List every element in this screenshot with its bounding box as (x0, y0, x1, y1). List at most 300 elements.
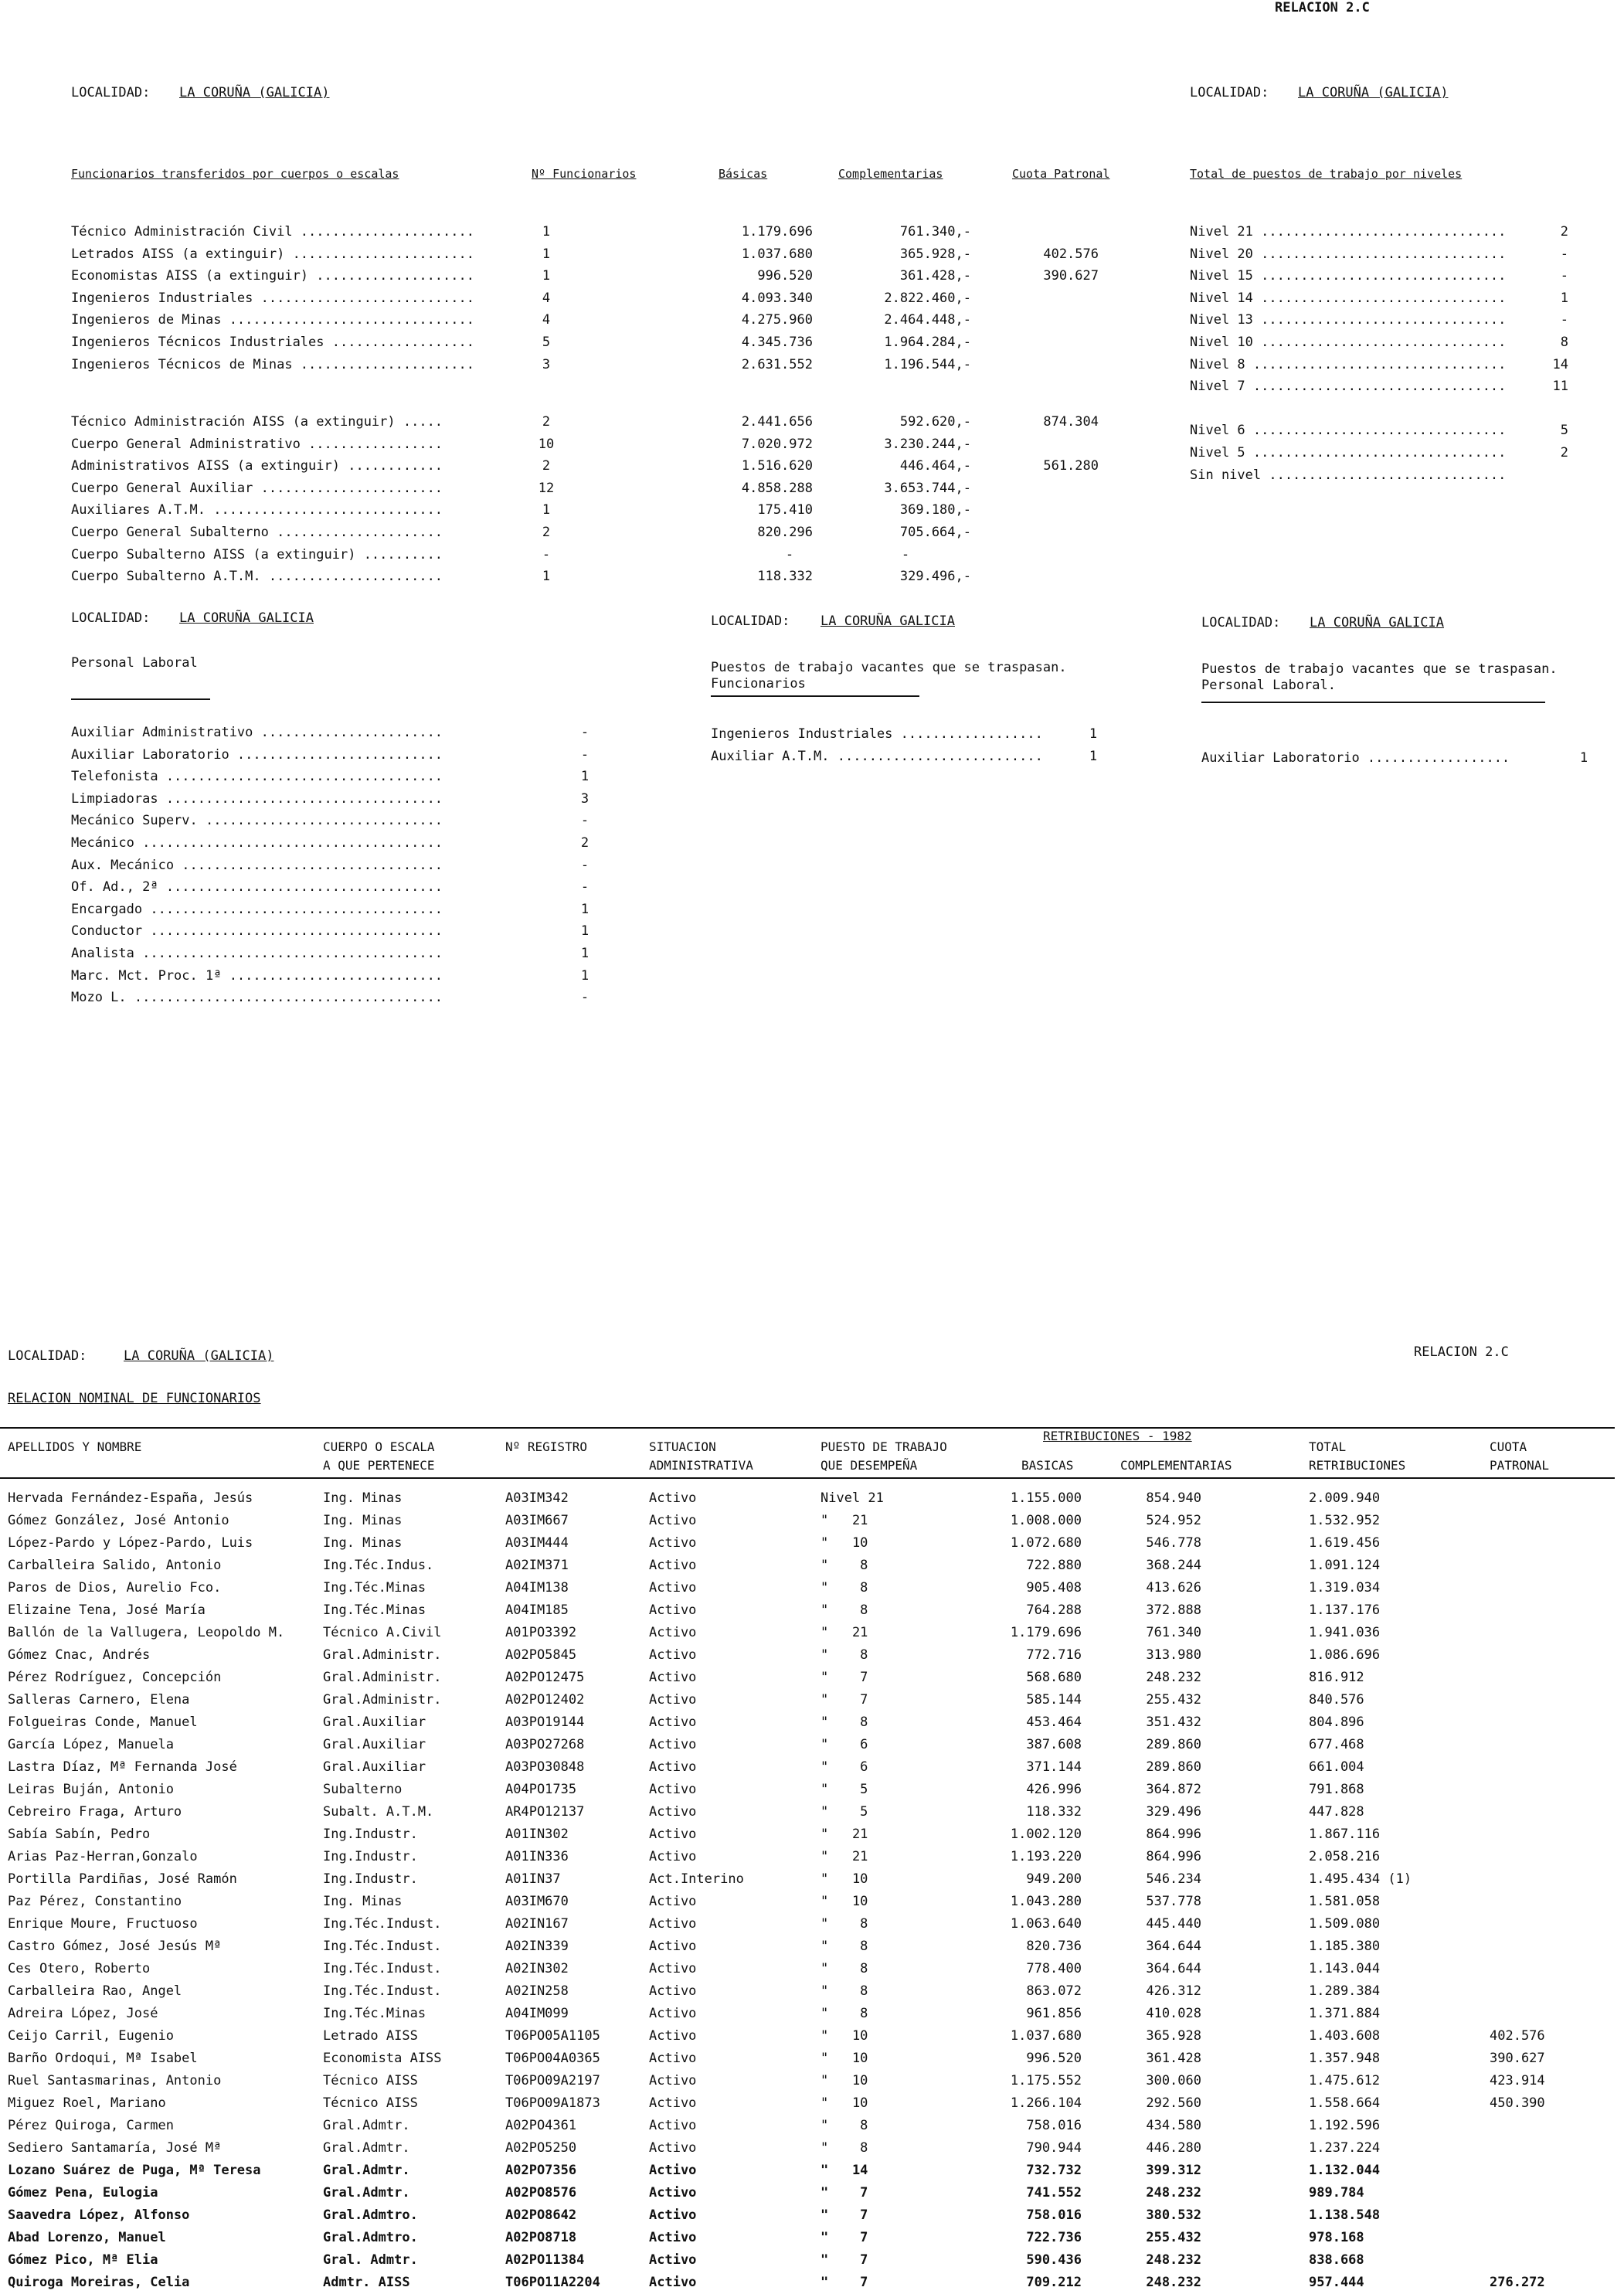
nombre-cell: Lastra Díaz, Mª Fernanda José (8, 1759, 237, 1775)
table-row (8, 1622, 1615, 1644)
cuerpo-cell: Admtr. AISS (323, 2275, 410, 2290)
basicas-cell: 1.155.000 (1010, 1490, 1082, 1506)
complementarias-cell: 289.860 (1146, 1759, 1201, 1775)
complementarias-cell: 361.428 (1146, 2051, 1201, 2066)
cuerpo-cell: Gral.Admtr. (323, 2185, 410, 2201)
complementarias-cell: 255.432 (1146, 1692, 1201, 1708)
basicas-cell: 1.063.640 (1010, 1916, 1082, 1932)
divider (711, 695, 919, 697)
nivel-name: Nivel 10 ............................... (1190, 334, 1507, 350)
complementarias-cell: 364.872 (1146, 1782, 1201, 1797)
basicas: 7.020.972 (741, 436, 813, 452)
registro-cell: A03PO30848 (505, 1759, 585, 1775)
complementarias-cell: 426.312 (1146, 1983, 1201, 1999)
table-row (8, 2137, 1615, 2160)
complementarias-cell: 368.244 (1146, 1558, 1201, 1573)
cuerpo-cell: Gral.Auxiliar (323, 1715, 426, 1730)
list-item (1190, 398, 1592, 420)
puesto-cell: " 8 (820, 1715, 868, 1730)
table-row (8, 1891, 1615, 1913)
localidad-label: LOCALIDAD: (71, 85, 151, 100)
complementarias: 369.180,- (899, 502, 971, 518)
complementarias-cell: 410.028 (1146, 2006, 1201, 2021)
registro-cell: A01IN302 (505, 1827, 569, 1842)
situacion-cell: Activo (649, 1782, 697, 1797)
basicas: 996.520 (757, 268, 813, 284)
nivel-name: Sin nivel .............................. (1190, 467, 1507, 483)
puesto-cell: " 10 (820, 1871, 868, 1887)
complementarias-cell: 761.340 (1146, 1625, 1201, 1640)
num-funcionarios: 2 (542, 524, 551, 540)
cuerpo-name: Cuerpo General Auxiliar ....................... (71, 480, 443, 496)
total-cell: 1.558.664 (1309, 2095, 1381, 2111)
total-cell: 1.185.380 (1309, 1939, 1381, 1954)
nivel-count: 8 (1560, 334, 1568, 350)
list-item (71, 433, 1153, 456)
nombre-cell: Quiroga Moreiras, Celia (8, 2275, 190, 2290)
complementarias: 329.496,- (899, 569, 971, 585)
registro-cell: T06PO04A0365 (505, 2051, 600, 2066)
puesto-cell: " 10 (820, 2028, 868, 2044)
relacion-nominal-table (8, 1487, 1615, 2294)
puesto-cell: " 8 (820, 2140, 868, 2156)
situacion-cell: Activo (649, 1580, 697, 1596)
puesto-cell: " 10 (820, 2051, 868, 2066)
basicas-cell: 758.016 (1026, 2207, 1082, 2223)
situacion-cell: Activo (649, 1916, 697, 1932)
nombre-cell: Gómez González, José Antonio (8, 1513, 229, 1528)
complementarias-cell: 351.432 (1146, 1715, 1201, 1730)
nivel-name: Nivel 5 ................................ (1190, 444, 1507, 460)
complementarias-cell: 864.996 (1146, 1827, 1201, 1842)
num-funcionarios: 4 (542, 312, 551, 328)
nombre-cell: Abad Lorenzo, Manuel (8, 2230, 166, 2245)
cuerpo-cell: Ing. Minas (323, 1535, 403, 1551)
basicas-cell: 764.288 (1026, 1602, 1082, 1618)
list-item (71, 522, 1153, 544)
table-row (8, 2160, 1615, 2182)
cuerpo-cell: Ing.Téc.Indust. (323, 1983, 442, 1999)
cuerpo-name: Economistas AISS (a extinguir) .................... (71, 268, 474, 284)
cuota-cell: 423.914 (1490, 2073, 1545, 2088)
table-row (8, 2115, 1615, 2137)
registro-cell: A01PO3392 (505, 1625, 577, 1640)
list-item (1190, 376, 1592, 398)
nivel-count: 2 (1560, 224, 1568, 240)
cuerpo-cell: Letrado AISS (323, 2028, 418, 2044)
cuota-cell: 450.390 (1490, 2095, 1545, 2111)
cuerpo-name: Técnico Administración Civil ...................... (71, 224, 474, 240)
header-puestos-niveles: Total de puestos de trabajo por niveles (1190, 167, 1463, 181)
complementarias-cell: 248.232 (1146, 2252, 1201, 2268)
cuerpo-name: Cuerpo Subalterno AISS (a extinguir) .......... (71, 546, 443, 562)
registro-cell: A04IM138 (505, 1580, 569, 1596)
situacion-cell: Activo (649, 1737, 697, 1752)
table-row (8, 1935, 1615, 1958)
complementarias-cell: 399.312 (1146, 2163, 1201, 2178)
basicas-cell: 863.072 (1026, 1983, 1082, 1999)
table-row (8, 2227, 1615, 2249)
puesto-name: Limpiadoras ................................... (71, 790, 443, 807)
cuerpo-cell: Gral.Auxiliar (323, 1759, 426, 1775)
localidad-value-right: LA CORUÑA (GALICIA) (1298, 85, 1449, 100)
cuerpo-name: Cuerpo General Subalterno ..................... (71, 524, 443, 540)
complementarias: 1.964.284,- (884, 334, 971, 350)
cuerpo-cell: Ing. Minas (323, 1894, 403, 1909)
total-cell: 840.576 (1309, 1692, 1364, 1708)
nombre-cell: Paz Pérez, Constantino (8, 1894, 182, 1909)
complementarias: - (901, 546, 910, 562)
registro-cell: A03IM667 (505, 1513, 569, 1528)
vacantes-laboral-list (1201, 747, 1603, 770)
puesto-cell: " 7 (820, 1692, 868, 1708)
cuerpo-cell: Ing.Téc.Indust. (323, 1916, 442, 1932)
table-row (8, 1510, 1615, 1532)
cuerpo-cell: Ing. Minas (323, 1490, 403, 1506)
basicas-cell: 722.880 (1026, 1558, 1082, 1573)
registro-cell: A03IM670 (505, 1894, 569, 1909)
situacion-cell: Activo (649, 2230, 697, 2245)
list-item (71, 876, 627, 899)
basicas-cell: 585.144 (1026, 1692, 1082, 1708)
list-item (71, 855, 627, 877)
complementarias-cell: 292.560 (1146, 2095, 1201, 2111)
puesto-name: Mozo L. ....................................... (71, 990, 443, 1006)
total-cell: 791.868 (1309, 1782, 1364, 1797)
num-funcionarios: 1 (542, 224, 551, 240)
relacion-label-bottom: RELACION 2.C (1414, 1344, 1509, 1360)
basicas: 1.179.696 (741, 224, 813, 240)
situacion-cell: Activo (649, 1535, 697, 1551)
basicas: 175.410 (757, 502, 813, 518)
nombre-cell: Adreira López, José (8, 2006, 158, 2021)
puesto-cell: " 8 (820, 1961, 868, 1976)
personal-laboral-title: Personal Laboral (71, 655, 198, 671)
list-item (71, 243, 1153, 266)
table-row (8, 1980, 1615, 2003)
situacion-cell: Activo (649, 1983, 697, 1999)
cuerpo-cell: Ing.Téc.Indust. (323, 1961, 442, 1976)
basicas: 4.093.340 (741, 290, 813, 306)
nombre-cell: Pérez Quiroga, Carmen (8, 2118, 174, 2133)
header-cuota: Cuota Patronal (1012, 167, 1110, 181)
basicas-cell: 758.016 (1026, 2118, 1082, 2133)
list-item (71, 566, 1153, 588)
localidad-label-right: LOCALIDAD: (1190, 85, 1269, 100)
cuerpo-cell: Ing. Minas (323, 1513, 403, 1528)
registro-cell: AR4PO12137 (505, 1804, 585, 1820)
complementarias-cell: 255.432 (1146, 2230, 1201, 2245)
total-cell: 1.319.034 (1309, 1580, 1381, 1596)
cuerpo-cell: Ing.Industr. (323, 1827, 418, 1842)
registro-cell: A02PO5250 (505, 2140, 577, 2156)
list-item (71, 331, 1153, 354)
cuerpo-name: Cuerpo General Administrativo ................. (71, 436, 443, 452)
col-situacion: SITUACION (649, 1439, 716, 1454)
registro-cell: A04PO1735 (505, 1782, 577, 1797)
table-row (8, 2070, 1615, 2092)
localidad-label: LOCALIDAD: (8, 1348, 87, 1364)
registro-cell: A02IM371 (505, 1558, 569, 1573)
situacion-cell: Activo (649, 1647, 697, 1663)
funcionarios-list-1 (71, 221, 1153, 376)
total-cell: 1.403.608 (1309, 2028, 1381, 2044)
nombre-cell: Saavedra López, Alfonso (8, 2207, 190, 2223)
nombre-cell: García López, Manuela (8, 1737, 174, 1752)
list-item (71, 987, 627, 1009)
puesto-cell: " 5 (820, 1804, 868, 1820)
puesto-count: 1 (1089, 726, 1098, 742)
situacion-cell: Activo (649, 2185, 697, 2201)
cuerpo-cell: Gral.Auxiliar (323, 1737, 426, 1752)
nombre-cell: Hervada Fernández-España, Jesús (8, 1490, 253, 1506)
cuerpo-cell: Ing.Téc.Minas (323, 1602, 426, 1618)
total-cell: 1.091.124 (1309, 1558, 1381, 1573)
puesto-cell: " 8 (820, 1939, 868, 1954)
registro-cell: A02PO11384 (505, 2252, 585, 2268)
divider (1201, 702, 1545, 703)
puesto-cell: " 21 (820, 1849, 868, 1864)
total-cell: 1.495.434 (1) (1309, 1871, 1412, 1887)
cuerpo-cell: Gral.Administr. (323, 1670, 442, 1685)
total-cell: 1.192.596 (1309, 2118, 1381, 2133)
cuota: 402.576 (1043, 246, 1099, 262)
complementarias-cell: 445.440 (1146, 1916, 1201, 1932)
puesto-name: Auxiliar A.T.M. .......................... (711, 748, 1043, 764)
total-cell: 1.237.224 (1309, 2140, 1381, 2156)
nombre-cell: Leiras Buján, Antonio (8, 1782, 174, 1797)
table-row (8, 1599, 1615, 1622)
col-puesto: PUESTO DE TRABAJO (820, 1439, 947, 1454)
basicas: 1.037.680 (741, 246, 813, 262)
total-cell: 1.086.696 (1309, 1647, 1381, 1663)
situacion-cell: Activo (649, 2275, 697, 2290)
nivel-count: - (1560, 312, 1568, 328)
table-row (8, 1667, 1615, 1689)
nombre-cell: Ballón de la Vallugera, Leopoldo M. (8, 1625, 285, 1640)
puesto-count: 1 (580, 967, 589, 984)
puesto-count: - (580, 990, 589, 1006)
complementarias-cell: 413.626 (1146, 1580, 1201, 1596)
situacion-cell: Activo (649, 2028, 697, 2044)
total-cell: 1.143.044 (1309, 1961, 1381, 1976)
situacion-cell: Activo (649, 1961, 697, 1976)
complementarias-cell: 289.860 (1146, 1737, 1201, 1752)
total-cell: 447.828 (1309, 1804, 1364, 1820)
situacion-cell: Activo (649, 1558, 697, 1573)
situacion-cell: Act.Interino (649, 1871, 744, 1887)
basicas-cell: 371.144 (1026, 1759, 1082, 1775)
basicas-cell: 568.680 (1026, 1670, 1082, 1685)
puesto-count: 1 (580, 901, 589, 917)
puesto-count: 1 (580, 945, 589, 961)
nivel-name: Nivel 6 ................................ (1190, 423, 1507, 439)
table-row (8, 1756, 1615, 1779)
cuerpo-cell: Ing.Industr. (323, 1849, 418, 1864)
nombre-cell: Castro Gómez, José Jesús Mª (8, 1939, 222, 1954)
cuerpo-cell: Gral.Admtr. (323, 2118, 410, 2133)
registro-cell: T06PO05A1105 (505, 2028, 600, 2044)
cuota-cell: 402.576 (1490, 2028, 1545, 2044)
registro-cell: A04IM099 (505, 2006, 569, 2021)
puesto-cell: " 21 (820, 1513, 868, 1528)
table-row (8, 1689, 1615, 1711)
cuota: 390.627 (1043, 268, 1099, 284)
registro-cell: T06PO11A2204 (505, 2275, 600, 2290)
cuerpo-cell: Ing.Téc.Indust. (323, 1939, 442, 1954)
nivel-name: Nivel 21 ............................... (1190, 224, 1507, 240)
nombre-cell: Elizaine Tena, José María (8, 1602, 206, 1618)
list-item (1190, 221, 1592, 243)
basicas-cell: 1.037.680 (1010, 2028, 1082, 2044)
complementarias-cell: 364.644 (1146, 1939, 1201, 1954)
cuerpo-cell: Ing.Téc.Indus. (323, 1558, 434, 1573)
nivel-name: Nivel 15 ............................... (1190, 268, 1507, 284)
complementarias: 592.620,- (899, 414, 971, 430)
complementarias: 3.653.744,- (884, 480, 971, 496)
cuerpo-name: Ingenieros de Minas ............................... (71, 312, 474, 328)
table-row (8, 1644, 1615, 1667)
cuerpo-name: Ingenieros Técnicos de Minas ...................... (71, 356, 474, 372)
num-funcionarios: 2 (542, 458, 551, 474)
basicas-cell: 996.520 (1026, 2051, 1082, 2066)
table-row (8, 1823, 1615, 1846)
situacion-cell: Activo (649, 1827, 697, 1842)
puesto-count: - (580, 725, 589, 740)
situacion-cell: Activo (649, 2118, 697, 2133)
puesto-cell: " 7 (820, 1670, 868, 1685)
nivel-count: 2 (1560, 444, 1568, 460)
complementarias: 446.464,- (899, 458, 971, 474)
table-row (8, 1734, 1615, 1756)
complementarias: 361.428,- (899, 268, 971, 284)
complementarias-cell: 300.060 (1146, 2073, 1201, 2088)
total-cell: 804.896 (1309, 1715, 1364, 1730)
nivel-name: Nivel 13 ............................... (1190, 312, 1507, 328)
cuerpo-cell: Técnico A.Civil (323, 1625, 442, 1640)
nombre-cell: López-Pardo y López-Pardo, Luis (8, 1535, 253, 1551)
basicas-cell: 961.856 (1026, 2006, 1082, 2021)
basicas-cell: 1.175.552 (1010, 2073, 1082, 2088)
localidad-label: LOCALIDAD: (1201, 615, 1281, 630)
basicas-cell: 1.072.680 (1010, 1535, 1082, 1551)
registro-cell: A02PO4361 (505, 2118, 577, 2133)
basicas-cell: 732.732 (1026, 2163, 1082, 2178)
table-row (8, 1779, 1615, 1801)
list-item (1190, 265, 1592, 287)
table-row (8, 2003, 1615, 2025)
list-item (71, 810, 627, 832)
basicas-cell: 772.716 (1026, 1647, 1082, 1663)
registro-cell: T06PO09A2197 (505, 2073, 600, 2088)
localidad-value: LA CORUÑA (GALICIA) (124, 1348, 274, 1364)
num-funcionarios: 1 (542, 569, 551, 585)
puesto-cell: " 10 (820, 2095, 868, 2111)
puesto-cell: " 7 (820, 2252, 868, 2268)
table-row (8, 2048, 1615, 2070)
table-row (8, 1577, 1615, 1599)
puesto-count: 1 (580, 923, 589, 940)
puesto-count: 1 (580, 769, 589, 785)
complementarias-cell: 365.928 (1146, 2028, 1201, 2044)
total-cell: 2.009.940 (1309, 1490, 1381, 1506)
puesto-cell: " 10 (820, 1535, 868, 1551)
total-cell: 2.058.216 (1309, 1849, 1381, 1864)
puesto-cell: " 21 (820, 1625, 868, 1640)
puesto-cell: " 8 (820, 2118, 868, 2133)
nivel-count: 5 (1560, 423, 1568, 439)
header-num: Nº Funcionarios (532, 167, 637, 181)
col-cuerpo-2: A QUE PERTENECE (323, 1458, 435, 1473)
registro-cell: A02PO5845 (505, 1647, 577, 1663)
registro-cell: A01IN37 (505, 1871, 561, 1887)
situacion-cell: Activo (649, 1759, 697, 1775)
basicas-cell: 387.608 (1026, 1737, 1082, 1752)
relacion-label-top: RELACION 2.C (1275, 0, 1370, 15)
localidad-label: LOCALIDAD: (711, 613, 790, 629)
list-item (1190, 420, 1592, 442)
registro-cell: A02PO12475 (505, 1670, 585, 1685)
localidad-value: LA CORUÑA GALICIA (179, 610, 314, 626)
list-item (71, 309, 1153, 331)
basicas-cell: 1.002.120 (1010, 1827, 1082, 1842)
cuerpo-cell: Ing.Téc.Minas (323, 2006, 426, 2021)
puesto-cell: " 8 (820, 1580, 868, 1596)
basicas-cell: 778.400 (1026, 1961, 1082, 1976)
basicas-cell: 1.008.000 (1010, 1513, 1082, 1528)
col-cuota-2: PATRONAL (1490, 1458, 1550, 1473)
table-row (8, 2272, 1615, 2294)
basicas: 820.296 (757, 524, 813, 540)
header-basicas: Básicas (719, 167, 768, 181)
nivel-name: Nivel 7 ................................ (1190, 379, 1507, 395)
complementarias: 365.928,- (899, 246, 971, 262)
puesto-name: Mecánico Superv. .............................. (71, 813, 443, 829)
basicas-cell: 741.552 (1026, 2185, 1082, 2201)
table-row (8, 1555, 1615, 1577)
basicas-cell: 1.266.104 (1010, 2095, 1082, 2111)
basicas: - (785, 546, 794, 562)
list-item (1190, 331, 1592, 354)
puesto-cell: " 8 (820, 1602, 868, 1618)
registro-cell: A02IN167 (505, 1916, 569, 1932)
puesto-count: 1 (1089, 748, 1098, 764)
registro-cell: A02IN258 (505, 1983, 569, 1999)
total-cell: 1.475.612 (1309, 2073, 1381, 2088)
situacion-cell: Activo (649, 2073, 697, 2088)
cuerpo-cell: Subalterno (323, 1782, 403, 1797)
total-cell: 1.132.044 (1309, 2163, 1381, 2178)
list-item (71, 265, 1153, 287)
total-cell: 1.867.116 (1309, 1827, 1381, 1842)
puesto-count: 3 (580, 790, 589, 807)
nombre-cell: Sediero Santamaría, José Mª (8, 2140, 222, 2156)
puesto-cell: " 7 (820, 2185, 868, 2201)
cuerpo-name: Administrativos AISS (a extinguir) ............ (71, 458, 443, 474)
list-item (71, 544, 1153, 566)
basicas: 4.858.288 (741, 480, 813, 496)
total-cell: 1.137.176 (1309, 1602, 1381, 1618)
nombre-cell: Ceijo Carril, Eugenio (8, 2028, 174, 2044)
list-item (71, 788, 627, 811)
num-funcionarios: 5 (542, 334, 551, 350)
complementarias-cell: 537.778 (1146, 1894, 1201, 1909)
registro-cell: A02IN302 (505, 1961, 569, 1976)
total-cell: 1.371.884 (1309, 2006, 1381, 2021)
cuerpo-cell: Gral. Admtr. (323, 2252, 418, 2268)
nombre-cell: Cebreiro Fraga, Arturo (8, 1804, 182, 1820)
nivel-name: Nivel 20 ............................... (1190, 246, 1507, 262)
